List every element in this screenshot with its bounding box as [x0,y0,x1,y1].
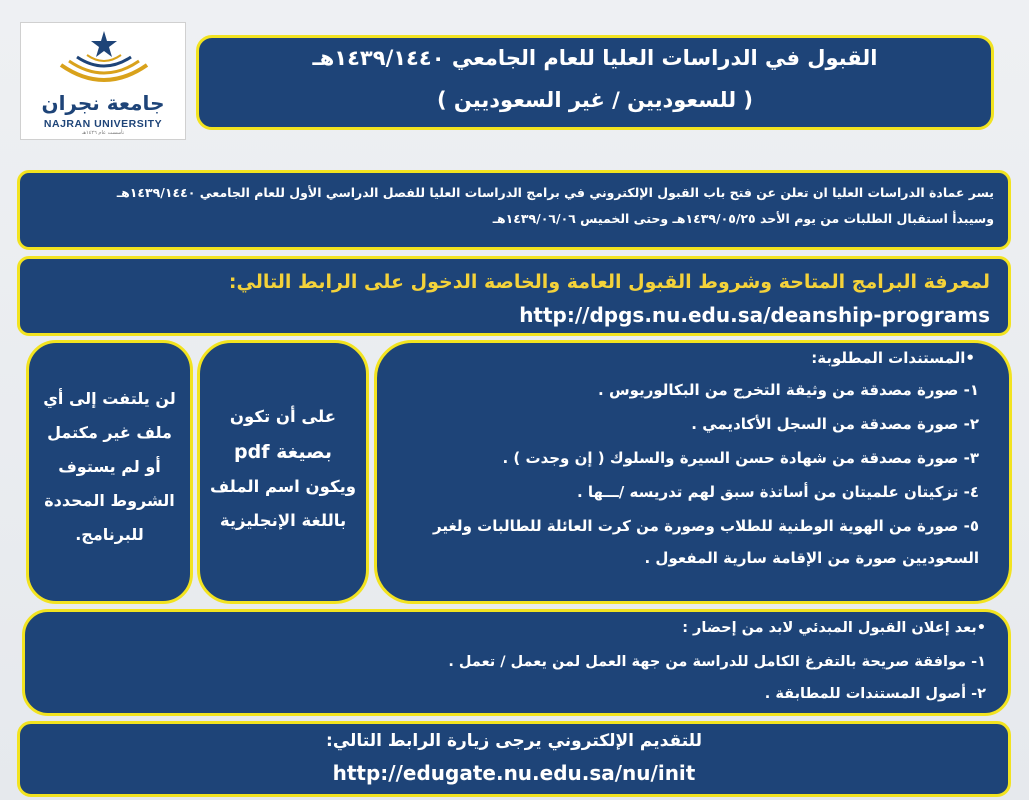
required-documents-box [374,340,1012,604]
intro-line-2: وسيبدأ استقبال الطلبات من يوم الأحد ١٤٣٩/٠٥/٢٥هـ وحتى الخميس ١٤٣٩/٠٦/٠٦هـ [492,211,994,226]
incomplete-file-note-line: للبرنامج. [75,525,144,544]
najran-university-logo [20,22,186,140]
document-item: السعوديين صورة من الإقامة سارية المفعول . [644,549,979,567]
file-format-note-line: بصيغة pdf [234,441,332,463]
file-format-note-box [197,340,369,604]
programs-link[interactable]: http://dpgs.nu.edu.sa/deanship-programs [519,303,990,327]
document-item: ٤- تزكيتان علميتان من أساتذة سبق لهم تدريسه /ـــها . [576,483,979,501]
programs-info-box [17,256,1011,336]
file-format-note-line: ويكون اسم الملف [209,477,357,496]
document-item: ٥- صورة من الهوية الوطنية للطلاب وصورة من كرت العائلة للطالبات ولغير [433,517,979,535]
announcement-title: القبول في الدراسات العليا للعام الجامعي ١٤٣٩/١٤٤٠هـ [312,46,878,70]
incomplete-file-note-line: ملف غير مكتمل [47,423,172,442]
after-admission-item: ٢- أصول المستندات للمطابقة . [764,686,986,702]
logo-english-name: NAJRAN UNIVERSITY [43,118,163,130]
announcement-title-box [196,35,994,130]
document-item: ٣- صورة مصدقة من شهادة حسن السيرة والسلوك ( إن وجدت ) . [502,449,979,467]
apply-online-box [17,721,1011,797]
logo-arabic-name: جامعة نجران [41,91,165,115]
incomplete-file-note-line: الشروط المحددة [44,491,175,510]
incomplete-file-note-box [26,340,193,604]
after-admission-item: ١- موافقة صريحة بالتفرغ الكامل للدراسة من جهة العمل لمن يعمل / تعمل . [448,654,986,670]
apply-online-link[interactable]: http://edugate.nu.edu.sa/nu/init [332,761,696,785]
document-item: ١- صورة مصدقة من وثيقة التخرج من البكالوريوس . [598,381,979,399]
file-format-note-line: على أن تكون [229,407,337,426]
required-documents-heading: •المستندات المطلوبة: [811,349,975,367]
apply-online-text: للتقديم الإلكتروني يرجى زيارة الرابط التالي: [326,731,702,751]
after-admission-box [22,609,1011,716]
incomplete-file-note-line: لن يلتفت إلى أي [43,389,176,408]
incomplete-file-note-line: أو لم يستوف [58,457,161,476]
programs-info-text: لمعرفة البرامج المتاحة وشروط القبول العامة والخاصة الدخول على الرابط التالي: [228,271,990,293]
file-format-note-line: باللغة الإنجليزية [219,511,347,530]
logo-tagline: تأسست عام ١٤٢٦هـ [81,130,125,136]
document-item: ٢- صورة مصدقة من السجل الأكاديمي . [691,415,979,433]
after-admission-heading: •بعد إعلان القبول المبدئي لابد من إحضار : [682,620,986,636]
intro-line-1: يسر عمادة الدراسات العليا ان تعلن عن فتح باب القبول الإلكتروني في برامج الدراسات العليا للفصل الدراسي الأول للعام الجامعي ١٤٣٩/١٤٤٠هـ [116,185,994,200]
announcement-subtitle: ( للسعوديين / غير السعوديين ) [437,88,753,112]
university-emblem-icon [21,23,187,93]
intro-box [17,170,1011,250]
